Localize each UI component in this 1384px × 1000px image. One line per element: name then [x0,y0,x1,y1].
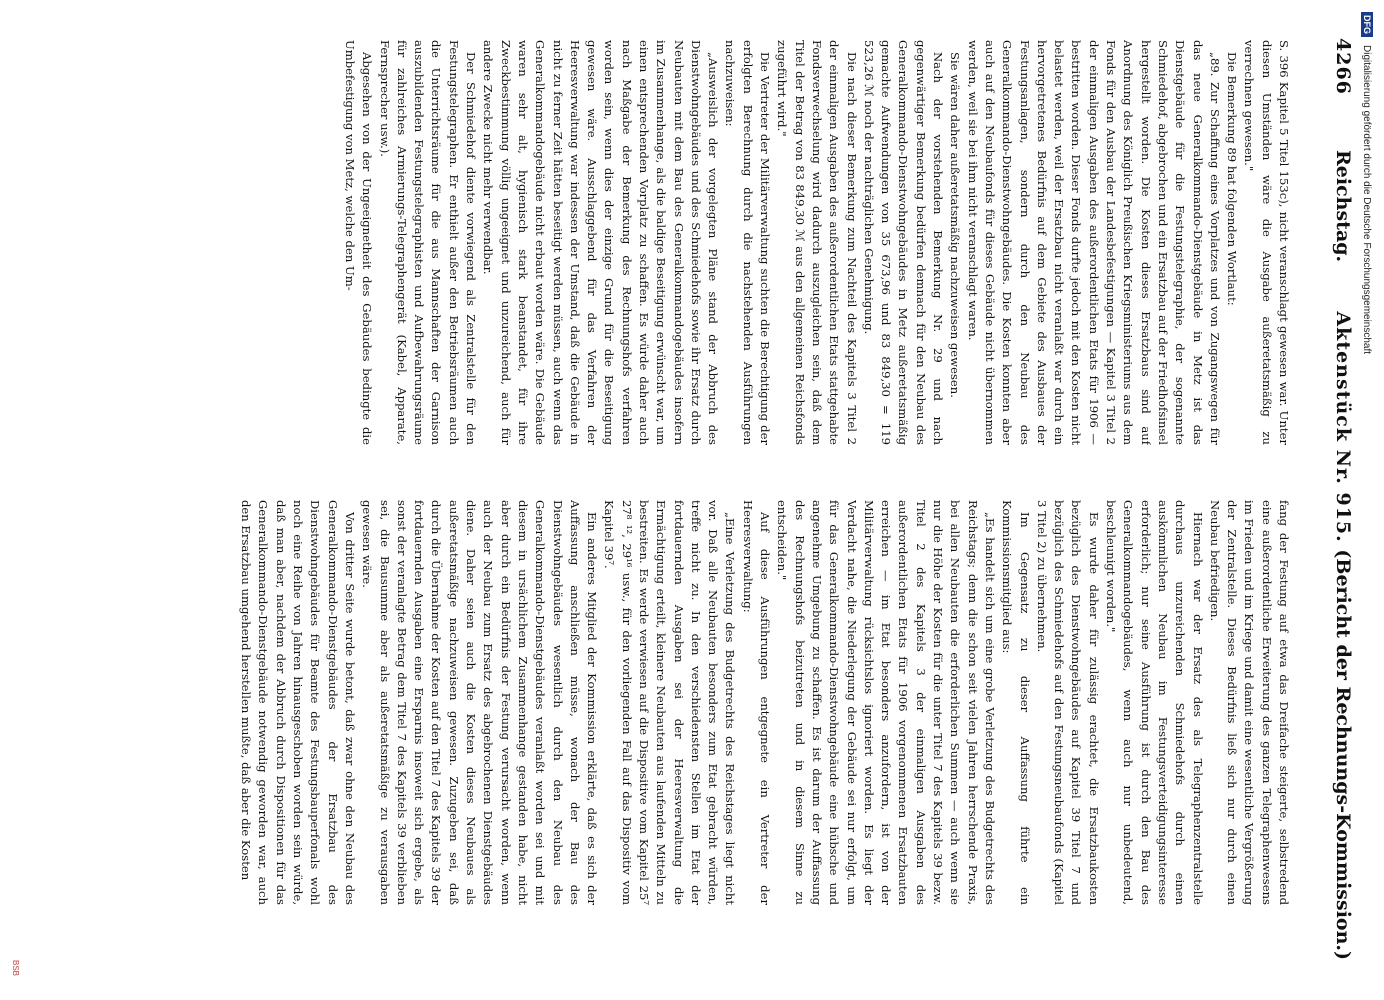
paragraph: Hiernach war der Ersatz des als Telegraphenzentralstelle durchaus unzureichenden Schmiedehofs durch einen auskömmlichen Neubau im Festungsverteidigungsinteresse erforderlich; nur seine Ausführung ist durch den Bau des Generalkommandogebäudes, wenn auch nur unbedeutend, beschleunigt worden." [1104,500,1205,905]
paragraph: „89. Zur Schaffung eines Vorplatzes und von Zugangswegen für das neue Generalkommando-Dienstgebäude in Metz ist das Dienstgebäude für die Festungstelegraphie, der sogenannte Schmiedehof, abgebrochen und ein Ersatzbau auf der Friedhofsinsel hergestellt worden. Die Kosten dieses Ersatzbaus sind auf Anordnung des Königlich Preußischen Kriegsministeriums aus dem Fonds für den Ausbau der Landesbefestigungen — Kapitel 3 Titel 2 der einmaligen Ausgaben des außerordentlichen Etats für 1906 — bestritten worden. Dieser Fonds durfte jedoch mit den Kosten nicht belastet werden, weil der Ersatzbau nicht veranlaßt war durch ein hervorgetretenes Bedürfnis auf dem Gebiete des Ausbaues der Festungsanlagen, sondern durch den Neubau des Generalkommando-Dienstwohngebäudes. Die Kosten konnten aber auch auf den Neubaufonds für dieses Gebäude nicht übernommen werden, weil sie bei ihm nicht veranschlagt waren. [965,40,1222,445]
paragraph: Die nach dieser Bemerkung zum Nachteil des Kapitels 3 Titel 2 der einmaligen Ausgaben des außerordentlichen Etats stattgehabte Fondsverwechselung wird dadurch auszugleichen sein, daß dem Titel der Betrag von 83 849,30 ℳ aus den allgemeinen Reichsfonds zugeführt wird." [775,40,859,445]
paragraph: Die Vertreter der Militärverwaltung suchten die Berechtigung der erfolgten Berechnung durch die nachstehenden Ausführungen nachzuweisen: [723,40,773,445]
credit-text: Digitalisierung gefördert durch die Deutsche Forschungsgemeinschaft [1361,45,1373,355]
header-title-left: Reichstag. [1332,150,1354,263]
paragraph: fang der Festung auf etwa das Dreifache steigerte, selbstredend eine außerordentliche Erweiterung des ganzen Telegraphenwesens im Frieden und im Kriege und damit eine wesentliche Vergrößerung der Zentralstelle. Dieses Bedürfnis ließ sich nur durch einen Neubau befriedigen. [1207,500,1291,905]
paragraph: Die Bemerkung 89 hat folgenden Wortlaut: [1225,52,1240,306]
paragraph: Von dritter Seite wurde betont, daß zwar ohne den Neubau des Generalkommando-Dienstgebäudes der Ersatzbau des Dienstwohngebäudes für Beamte des Festungsbauperfonals wohl noch eine Reihe von Jahren hinausgeschoben worden sein würde, daß man aber, nachdem der Abbruch durch Dispositionen für das Generalkommando-Dienstgebäude notwendig geworden war, auch den Ersatzbau umgehend herstellen mußte, daß aber die Kosten [239,500,357,905]
paragraph: Ein anderes Mitglied der Kommission erklärte, daß es sich der Auffassung anschließen müsse, wonach der Bau des Dienstwohngebäudes wesentlich durch den Neubau des Generalkommando-Dienstgebäudes veranlaßt worden sei und mit diesem in ursächlichem Zusammenhange gestanden habe, nicht aber durch ein Bedürfnis der Festung verursacht worden, wenn auch der Neubau zum Ersatz des abgebrochenen Dienstgebäudes diene. Daher seien auch die Kosten dieses Neubaues als außeretatsmäßige nachzuweisen gewesen. Zuzugeben sei, daß durch die Übernahme der Kosten auf den Titel 7 des Kapitels 39 der fortdauernden Ausgaben eine Ersparnis insoweit sich ergebe, als sonst der veranlagte Betrag dem Titel 7 des Kapitels 39 verblieben sei, die Bausumme aber als außeretatsmäßige zu verausgaben gewesen wäre. [360,500,600,905]
page-number: 4266 [1332,38,1354,95]
paragraph: Sie wären daher außeretatsmäßig nachzuweisen gewesen. [948,52,963,398]
paragraph: S. 396 Kapitel 5 Titel 153c), nicht veranschlagt gewesen war. Unter diesen Umständen wäre die Ausgabe außeretatsmäßig zu verrechnen gewesen." [1242,40,1291,445]
paragraph: „Ausweislich der vorgelegten Pläne stand der Abbruch des Dienstwohngebäudes und des Schmiedehofs sowie ihr Ersatz durch Neubauten mit dem Bau des Generalkommandogebäudes insofern im Zusammenhange, als die baldige Beseitigung erwünscht war, um einen entsprechenden Vorplatz zu schaffen. Es würde daher auch nach Maßgabe der Bemerkung des Rechnungshofs verfahren worden sein, wenn dies der einzige Grund für die Beseitigung gewesen wäre. Ausschlaggebend für das Verfahren der Heeresverwaltung war indessen der Umstand, daß die Gebäude in nicht zu ferner Zeit hätten beseitigt werden müssen, auch wenn das Generalkommandogebäude nicht erbaut worden wäre. Die Gebäude waren sehr alt, hygienisch stark beanstandet, für ihre Zweckbestimmung völlig ungeeignet und unzureichend, auch für andere Zwecke nicht mehr verwendbar. [481,40,721,445]
text-column-left [82,40,1292,445]
dfg-logo: DFG [1361,12,1373,37]
paragraph: Auf diese Ausführungen entgegnete ein Vertreter der Heeresverwaltung: [740,500,773,905]
header-title-right [1332,0,1354,960]
paragraph: Im Gegensatz zu dieser Auffassung führte ein Kommissionsmitglied aus: [1000,500,1032,905]
paragraph: Der Schmiedehof diente vorwiegend als Zentralstelle für den Festungstelegraphen. Er enthielt außer den Betriebsräumen auch die Unterrichtsräume für die aus Mannschaften der Garnison auszubildenden Festungstelegraphisten und Aufbewahrungsräume für zahlreiches Armierungs-Telegraphengerät (Kabel, Apparate, Fernsprecher usw.). [377,40,479,445]
paragraph: „Eine Verletzung des Budgetrechts des Reichstages liegt nicht vor. Daß alle Neubauten besonders zum Etat gebracht würden, treffe nicht zu. In den verschiedensten Stellen im Etat der fortdauernden Ausgaben sei der Heeresverwaltung die Ermächtigung erteilt, kleinere Neubauten aus laufenden Mitteln zu bestreiten. Es werde verwiesen auf die Dispositive vom Kapitel 25⁷ 27⁸ ¹², 29¹⁶ usw., für den vorliegenden Fall auf das Dispositiv vom Kapitel 39⁷. [602,500,738,905]
header-document-number: Aktenstück Nr. 915. [1332,311,1354,543]
text-column-right [82,500,1292,905]
paragraph: „Es handelt sich um eine grobe Verletzung des Budgetrechts des Reichstags; denn die schon seit vielen Jahren herrschende Praxis, bei allen Neubauten die erforderlichen Summen — auch wenn sie nur die Höhe der Kosten für die unter Titel 7 des Kapitels 39 bezw. Titel 2 des Kapitels 3 der einmaligen Ausgaben des außerordentlichen Etats für 1906 vorgenommenen Ersatzbauten erreichen — im Etat besonders anzufordern, ist von der Militärverwaltung rücksichtslos ignoriert worden. Es liegt der Verdacht nahe, die Niederlegung der Gebäude sei nur erfolgt, um für das Generalkommando-Dienstwohngebäude eine hübsche und angenehme Umgebung zu schaffen. Es ist darum der Auffassung des Rechnungshofs beizutreten und in diesem Sinne zu entscheiden." [775,500,997,905]
paragraph: Nach der vorstehenden Bemerkung Nr. 29 und nach gegenwärtiger Bemerkung bedürfen demnach für den Neubau des Generalkommando-Dienstwohngebäudes in Metz außeretatsmäßig gemachte Aufwendungen von 35 673,96 und 83 849,30 = 119 523,26 ℳ noch der nachträglichen Genehmigung. [861,40,946,445]
paragraph: Es wurde daher für zulässig erachtet, die Ersatzbaukosten bezüglich des Dienstwohngebäudes auf Kapitel 39 Titel 7 und bezüglich des Schmiedehofs auf den Festungsneubaufonds (Kapitel 3 Titel 2) zu übernehmen. [1034,500,1101,905]
library-stamp-text: BSB [11,960,20,977]
library-stamp [6,960,20,996]
digitization-credit [1356,12,1378,992]
paragraph: Abgesehen von der Ungeeignetheit des Gebäudes bedingte die Umbefestigung von Metz, welche den Um- [342,40,375,445]
header-document-subtitle: (Bericht der Rechnungs-Kommission.) [1332,549,1354,960]
